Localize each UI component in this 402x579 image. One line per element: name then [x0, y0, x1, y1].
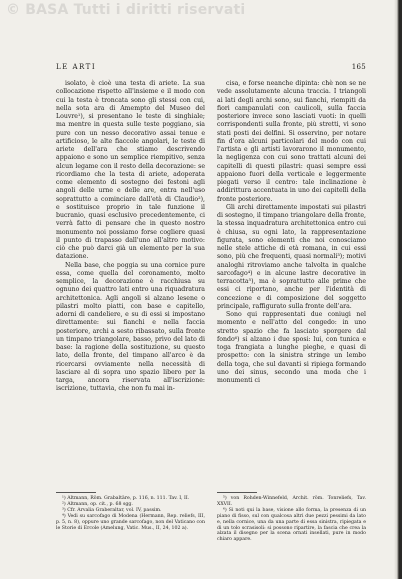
left-column	[56, 80, 205, 394]
paragraph: Gli archi direttamente impostati sui pilastri di sostegno, il timpano triangolare della fronte, la stessa inquadratura architettonica entro cui è chiusa, su ogni lato, la rappresentazione figurata, sono elementi che noi conosciamo nelle stele attiche di età romana, in cui essi sono, più che frequenti, quasi normali³); motivi analoghi ritroviamo anche talvolta in qualche sarcofago⁴) e in alcune lastre decorative in terracotta⁵), ma è soprattutto alle prime che essi ci riportano, anche per l'identità di concezione e di composizione del soggetto principale, raffigurato sulla fronte dell'ara.	[217, 203, 366, 310]
left-footnotes	[56, 496, 205, 531]
paragraph: Sono qui rappresentati due coniugi nel momento e nell'atto del congedo: in uno stretto spazio che fa lasciato sporgere dal fondo⁶) si alzano i due sposi: lui, con tunica e toga frangiata a lunghe pieghe, e quasi di prospetto: con la sinistra stringe un lembo della toga, che sul davanti si ripiega formando uno dei sinus, secondo una moda che i monumenti ci	[217, 311, 366, 384]
paragraph: isolato, è cioè una testa di ariete. La sua collocazione rispetto all'insieme e il modo con cui la testa è troncata sono gli stessi con cui, nella sota ara di Amempto del Museo del Louvre¹), si presentano le teste di singhiale; ma mentre in questa sulle teste poggiano, sia pure con un nesso decorativo assai tenue e artificioso, le alte fiaccole angolari, le teste di ariete dell'ara che stiamo descrivendo appaiono e sono un semplice riempitivo, senza alcun legame con il resto della decorazione: se ricordiamo che la testa di ariete, adoperata come elemento di sostegno dei festoni agli angoli delle urne e delle are, entra nell'uso soprattutto a cominciare dall'età di Claudio²), e sostituisce proprio in tale funzione il bucranio, quasi esclusivo precedentemente, ci verrà fatto di pensare che in questo nostro monumento noi possiamo forse cogliere quasi il punto di trapasso dall'uno all'altro motivo: ciò che può darci già un elemento per la sua datazione.	[56, 80, 205, 261]
footnote: ¹) Altmann, Röm. Grabaltäre, p. 116, n. 111. Tav. I, II.	[62, 496, 190, 501]
right-column	[217, 80, 366, 385]
paragraph: Nella base, che poggia su una cornice pure essa, come quella del coronamento, molto semplice, la decorazione è racchiusa su ognuno dei quattro lati entro una riquadratura architettonica. Agli angoli si alzano lesene o pilastri molto piatti, con base e capitello, adorni di candeliere, e su di essi si impostano direttamente: sui fianchi e nella faccia posteriore, archi a sesto ribassato, sulla fronte un timpano triangolare, basso, privo del lato di base: la ragione della sostituzione, su questo lato, della fronte, del timpano all'arco è da ricercarsi ovviamente nella necessità di lasciare al di sopra uno spazio libero per la targa, ancora riservata all'iscrizione: iscrizione, tuttavia, che non fu mai in-	[56, 261, 205, 393]
footnote: ²) Altmann, op. cit., p. 68 sgg.	[62, 501, 133, 507]
footnote-rule-right	[217, 492, 257, 493]
footnote: ⁵) von Rohden-Winnefeld, Archit. röm. Tonreliefs, Tav. XXVII.	[217, 496, 366, 507]
scan-edge	[394, 0, 402, 579]
running-head	[56, 63, 366, 75]
paragraph: cisa, e forse neanche dipinta: chè non se ne vede assolutamente alcuna traccia. I triangoli ai lati degli archi sono, sui fianchi, riempiti da fiori campanulati con caulicoli, sulla faccia posteriore invece sono lasciati vuoti: in quelli corrispondenti sulla fronte, più stretti, vi sono stati posti dei delfini. Si osservino, per notare fin d'ora alcuni particolari del modo con cui l'artista e gli artisti lavorarono il monumento, la negligenza con cui sono trattati alcuni dei capitelli di questi pilastri: quasi sempre essi appaiono fuori della verticale e leggermente piegati verso il centro: tale inclinazione è addirittura accentuata in uno dei capitelli della fronte posteriore.	[217, 80, 366, 203]
page-number: 165	[351, 63, 366, 71]
running-head-title: LE ARTI	[56, 63, 97, 71]
footnote-rule-left	[56, 492, 96, 493]
footnote: ⁶) Si noti qui la base, visione allo forma, la presenza di un piano di fisso, sul con qualcosa altri due pezzi pessimi da lato e, nella cornice, una da una parte di essa sinistra, ripiegata e di un tolo scrasisoli: si possono ripartire, la fascia che crea la alzata il disegno per la scena ornati insellati, pure in modo chiaro appare.	[217, 507, 366, 543]
footnote: ⁴) Vedi su sarcofago di Modena (Hermann, Rep. reliefs, III, p. 5, n. 8), oppure uno grande sarcofago, non del Vaticano con le Storie di Ercole (Amelung, Vatic. Mus., II, 24, 102 a).	[56, 513, 205, 531]
watermark: © BASA Tutti i diritti riservati	[6, 2, 246, 18]
footnote: ³) Cfr. Arvalia Graberaltar, vol. IV, passim.	[62, 507, 162, 513]
right-footnotes	[217, 496, 366, 543]
